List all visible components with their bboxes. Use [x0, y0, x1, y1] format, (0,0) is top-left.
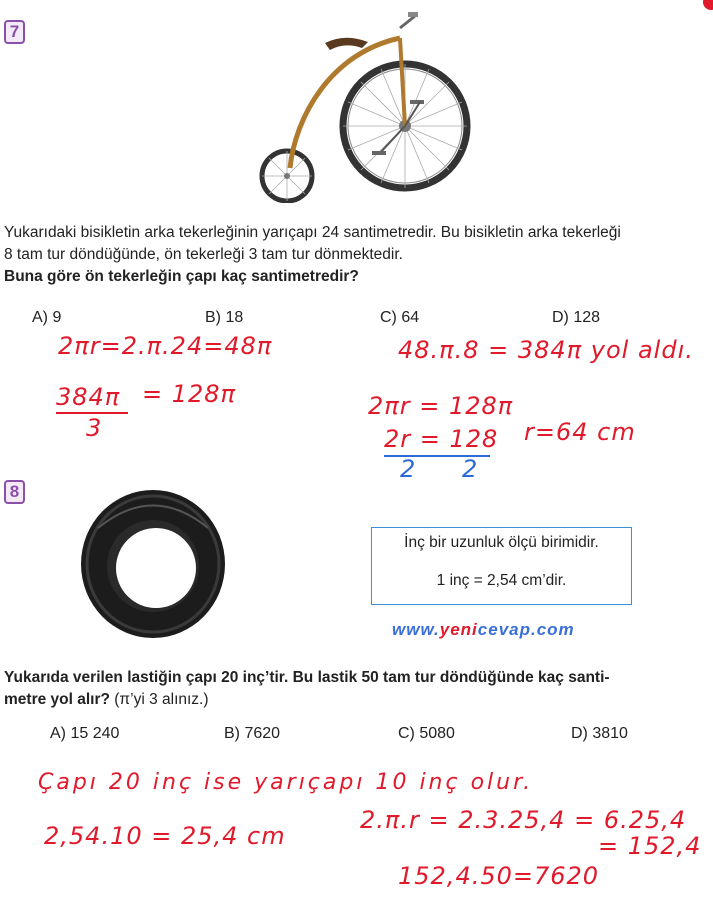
- q8-hand-radius-cm: 2,54.10 = 25,4 cm: [44, 822, 286, 850]
- watermark-prefix: www.: [392, 620, 440, 639]
- inch-info-box: [371, 527, 632, 605]
- q7-option-a[interactable]: A) 9: [32, 309, 62, 326]
- q7-option-d[interactable]: D) 128: [552, 309, 601, 326]
- penny-farthing-bicycle-image: [250, 8, 475, 203]
- watermark-brand: yeni: [439, 620, 478, 639]
- q7-hand-fraction-denominator: 3: [86, 414, 103, 442]
- q7-hand-diameter: 2r = 128: [384, 425, 499, 453]
- q7-hand-radius: r=64 cm: [524, 418, 636, 446]
- q7-hand-circumference: 2πr=2.π.24=48π: [58, 332, 273, 360]
- q8-option-c[interactable]: C) 5080: [398, 725, 455, 742]
- question-number-7: 7: [4, 20, 25, 44]
- q7-hand-divisor-left: 2: [400, 455, 417, 483]
- q8-hand-radius-note: Çapı 20 inç ise yarıçapı 10 inç olur.: [38, 770, 534, 795]
- q8-hand-circumference-result: = 152,4: [598, 832, 702, 860]
- q7-hand-fraction-result: = 128π: [142, 380, 236, 408]
- q7-hand-front-circumference: 2πr = 128π: [368, 392, 514, 420]
- q7-hand-fraction-numerator: 384π: [56, 383, 121, 411]
- q8-hand-distance: 152,4.50=7620: [398, 862, 600, 890]
- q7-text-line1: Yukarıdaki bisikletin arka tekerleğinin yarıçapı 24 santimetredir. Bu bisikletin arka tekerleği: [4, 224, 621, 241]
- q8-option-a[interactable]: A) 15 240: [50, 725, 120, 742]
- q8-question: metre yol alır?: [4, 691, 110, 708]
- corner-decoration: [703, 0, 713, 10]
- q8-option-d[interactable]: D) 3810: [571, 725, 628, 742]
- q8-hand-circumference: 2.π.r = 2.3.25,4 = 6.25,4: [360, 806, 687, 834]
- q8-text-line2: [4, 689, 209, 710]
- tire-image: [78, 488, 228, 640]
- watermark: [392, 620, 575, 640]
- q7-question: Buna göre ön tekerleğin çapı kaç santimetredir?: [4, 268, 359, 285]
- q8-pi-note: (π’yi 3 alınız.): [109, 691, 209, 708]
- q7-hand-distance: 48.π.8 = 384π yol aldı.: [398, 336, 694, 364]
- q8-option-b[interactable]: B) 7620: [224, 725, 281, 742]
- q7-hand-divisor-right: 2: [462, 455, 479, 483]
- question-number-8: 8: [4, 480, 25, 504]
- info-line-1: İnç bir uzunluk ölçü birimidir.: [404, 534, 599, 551]
- q7-option-c[interactable]: C) 64: [380, 309, 420, 326]
- info-line-2: 1 inç = 2,54 cm’dir.: [436, 572, 567, 589]
- watermark-suffix: cevap.com: [477, 620, 575, 639]
- q7-option-b[interactable]: B) 18: [205, 309, 244, 326]
- q8-text-line1: Yukarıda verilen lastiğin çapı 20 inç’tir. Bu lastik 50 tam tur döndüğünde kaç santi-: [4, 669, 610, 686]
- q7-text-line2: 8 tam tur döndüğünde, ön tekerleği 3 tam tur dönmektedir.: [4, 246, 403, 263]
